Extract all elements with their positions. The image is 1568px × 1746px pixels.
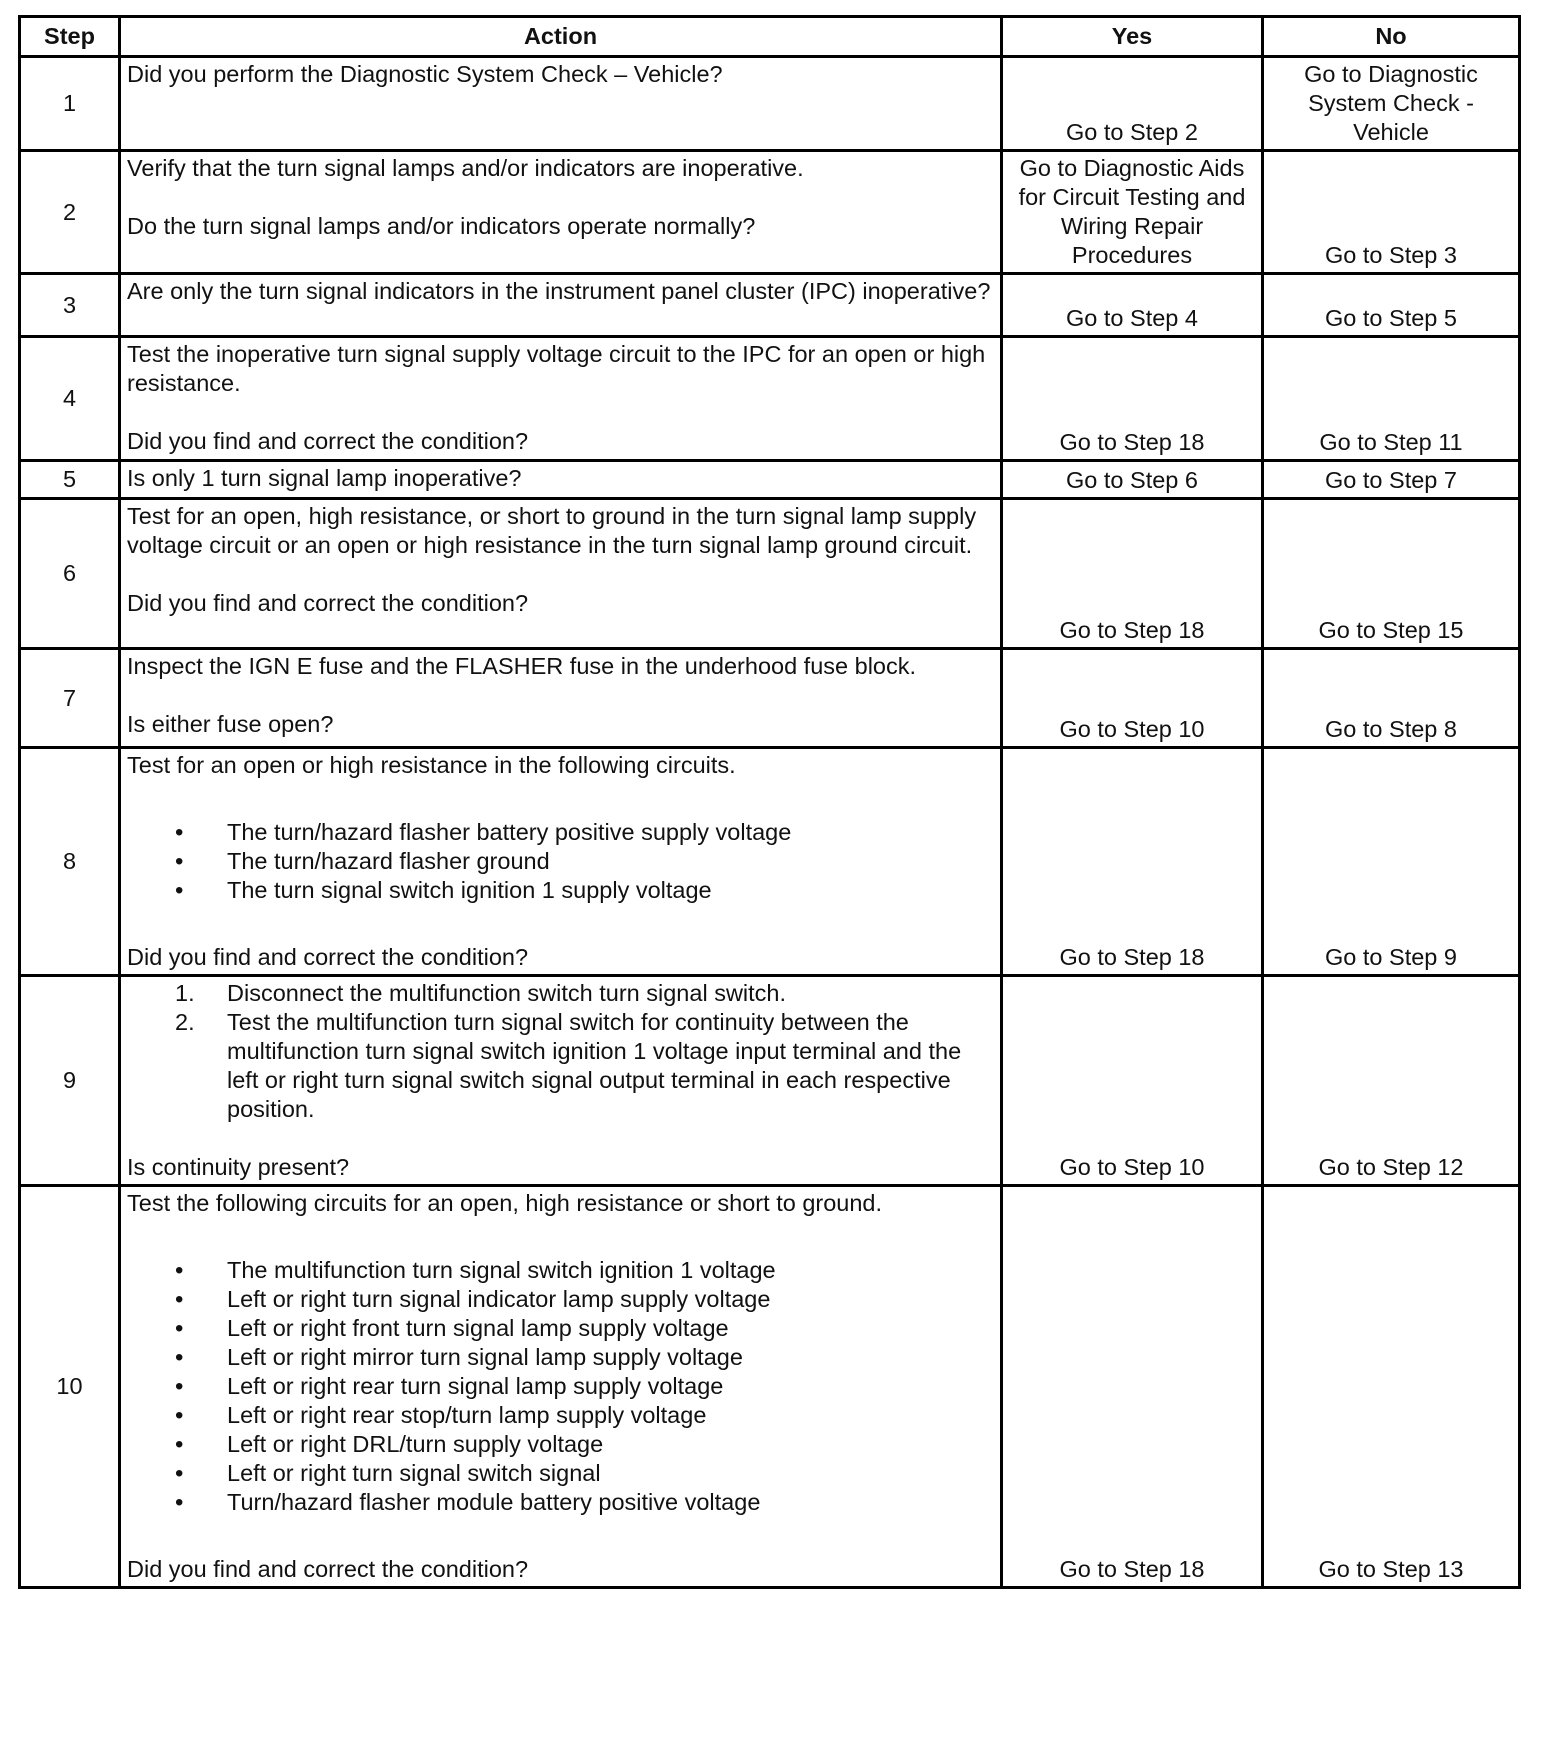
action-question: Did you find and correct the condition? — [127, 1556, 529, 1582]
table-row — [20, 337, 1520, 461]
action-cell — [120, 274, 1002, 337]
list-item: • Left or right mirror turn signal lamp supply voltage — [127, 1343, 994, 1372]
action-text: Are only the turn signal indicators in the instrument panel cluster (IPC) inoperative? — [127, 278, 991, 304]
list-item: • Left or right DRL/turn supply voltage — [127, 1430, 994, 1459]
no-cell: Go to Step 13 — [1263, 1186, 1520, 1588]
numbered-list — [127, 979, 994, 1124]
list-text: Disconnect the multifunction switch turn signal switch. — [227, 980, 787, 1006]
step-number: 1 — [20, 57, 120, 151]
step-number: 7 — [20, 649, 120, 748]
table-row — [20, 151, 1520, 274]
action-cell — [120, 151, 1002, 274]
action-text: Test the following circuits for an open, high resistance or short to ground. — [127, 1190, 883, 1216]
table-row — [20, 976, 1520, 1186]
list-item: • Left or right front turn signal lamp supply voltage — [127, 1314, 994, 1343]
yes-cell: Go to Diagnostic Aids for Circuit Testing and Wiring Repair Procedures — [1002, 151, 1263, 274]
list-number: 1. — [175, 980, 195, 1006]
action-question: Do the turn signal lamps and/or indicators operate normally? — [127, 213, 756, 239]
action-text: Test for an open or high resistance in the following circuits. — [127, 752, 736, 778]
action-cell — [120, 976, 1002, 1186]
action-cell — [120, 57, 1002, 151]
step-number: 10 — [20, 1186, 120, 1588]
action-question: Did you find and correct the condition? — [127, 944, 529, 970]
list-item: • Left or right rear stop/turn lamp supply voltage — [127, 1401, 994, 1430]
step-number: 9 — [20, 976, 120, 1186]
action-cell — [120, 337, 1002, 461]
list-text: Test the multifunction turn signal switch for continuity between the multifunction turn signal switch ignition 1 voltage input terminal and the left or right turn signal switch signal output terminal in each respective position. — [227, 1009, 962, 1122]
no-cell: Go to Step 7 — [1263, 461, 1520, 499]
action-cell — [120, 499, 1002, 649]
action-question: Did you find and correct the condition? — [127, 428, 529, 454]
yes-cell: Go to Step 6 — [1002, 461, 1263, 499]
header-action: Action — [120, 17, 1002, 57]
table-row — [20, 649, 1520, 748]
table-row — [20, 274, 1520, 337]
action-cell — [120, 1186, 1002, 1588]
list-item: • The multifunction turn signal switch ignition 1 voltage — [127, 1256, 994, 1285]
action-text: Is only 1 turn signal lamp inoperative? — [127, 465, 522, 491]
header-step: Step — [20, 17, 120, 57]
table-row — [20, 57, 1520, 151]
action-text: Did you perform the Diagnostic System Check – Vehicle? — [127, 61, 723, 87]
action-text: Verify that the turn signal lamps and/or indicators are inoperative. — [127, 155, 804, 181]
step-number: 6 — [20, 499, 120, 649]
table-row — [20, 461, 1520, 499]
list-number: 2. — [175, 1009, 195, 1035]
bullet-list — [127, 818, 994, 905]
bullet-list — [127, 1256, 994, 1517]
header-yes: Yes — [1002, 17, 1263, 57]
no-cell: Go to Step 9 — [1263, 748, 1520, 976]
yes-cell: Go to Step 10 — [1002, 976, 1263, 1186]
yes-cell: Go to Step 18 — [1002, 748, 1263, 976]
table-row — [20, 748, 1520, 976]
header-no: No — [1263, 17, 1520, 57]
action-text: Test the inoperative turn signal supply voltage circuit to the IPC for an open or high resistance. — [127, 341, 986, 396]
list-item: • The turn signal switch ignition 1 supply voltage — [127, 876, 994, 905]
action-question: Did you find and correct the condition? — [127, 590, 529, 616]
no-cell: Go to Step 8 — [1263, 649, 1520, 748]
list-item: • Left or right turn signal indicator lamp supply voltage — [127, 1285, 994, 1314]
list-item: • Left or right rear turn signal lamp supply voltage — [127, 1372, 994, 1401]
no-cell: Go to Diagnostic System Check - Vehicle — [1263, 57, 1520, 151]
diagnostic-table — [18, 15, 1521, 1589]
list-item: • Left or right turn signal switch signal — [127, 1459, 994, 1488]
list-item: • Turn/hazard flasher module battery positive voltage — [127, 1488, 994, 1517]
yes-cell: Go to Step 18 — [1002, 337, 1263, 461]
list-item: • The turn/hazard flasher ground — [127, 847, 994, 876]
table-row — [20, 499, 1520, 649]
list-item — [127, 979, 994, 1008]
yes-cell: Go to Step 18 — [1002, 1186, 1263, 1588]
action-cell — [120, 649, 1002, 748]
step-number: 5 — [20, 461, 120, 499]
list-item — [127, 1008, 994, 1124]
yes-cell: Go to Step 2 — [1002, 57, 1263, 151]
no-cell: Go to Step 15 — [1263, 499, 1520, 649]
step-number: 2 — [20, 151, 120, 274]
list-item: • The turn/hazard flasher battery positive supply voltage — [127, 818, 994, 847]
step-number: 3 — [20, 274, 120, 337]
no-cell: Go to Step 11 — [1263, 337, 1520, 461]
action-text: Inspect the IGN E fuse and the FLASHER fuse in the underhood fuse block. — [127, 653, 917, 679]
no-cell: Go to Step 3 — [1263, 151, 1520, 274]
action-question: Is either fuse open? — [127, 711, 334, 737]
step-number: 8 — [20, 748, 120, 976]
table-row — [20, 1186, 1520, 1588]
yes-cell: Go to Step 18 — [1002, 499, 1263, 649]
yes-cell: Go to Step 10 — [1002, 649, 1263, 748]
action-question: Is continuity present? — [127, 1154, 350, 1180]
header-row — [20, 17, 1520, 57]
no-cell: Go to Step 12 — [1263, 976, 1520, 1186]
step-number: 4 — [20, 337, 120, 461]
yes-cell: Go to Step 4 — [1002, 274, 1263, 337]
action-text: Test for an open, high resistance, or short to ground in the turn signal lamp supply voltage circuit or an open or high resistance in the turn signal lamp ground circuit. — [127, 503, 977, 558]
action-cell — [120, 461, 1002, 499]
no-cell: Go to Step 5 — [1263, 274, 1520, 337]
action-cell — [120, 748, 1002, 976]
